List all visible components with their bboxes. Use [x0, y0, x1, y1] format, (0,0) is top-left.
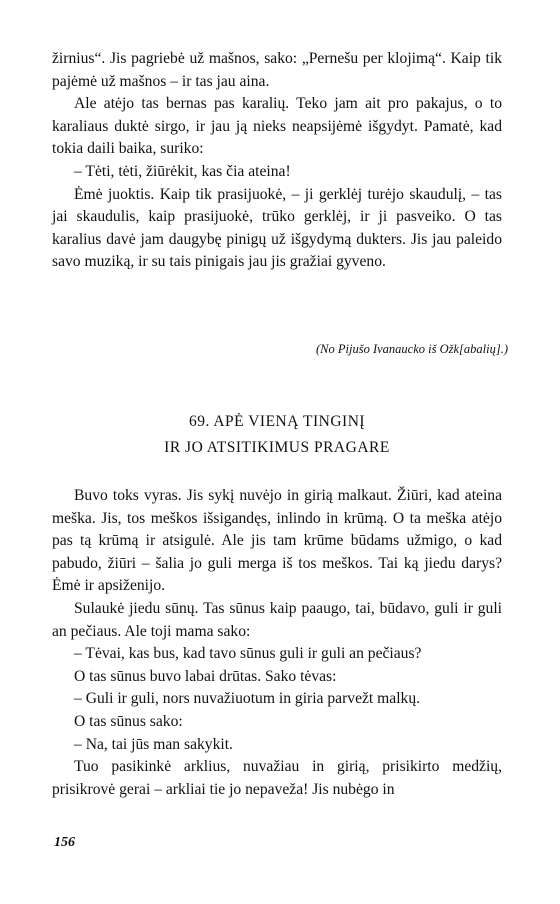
story-body — [52, 485, 502, 801]
paragraph: Tuo pasikinkė arklius, nuvažiau in girią, prisikirto medžių, prisikrovė gerai – arkliai tie jo nepaveža! Jis nubėgo in — [52, 758, 502, 798]
paragraph: – Tėti, tėti, žiūrėkit, kas čia ateina! — [74, 162, 291, 180]
paragraph: O tas sūnus buvo labai drūtas. Sako tėvas: — [74, 667, 337, 685]
paragraph: – Na, tai jūs man sakykit. — [74, 735, 233, 753]
chapter-heading-line-2: IR JO ATSITIKIMUS PRAGARE — [164, 439, 390, 456]
paragraph: Buvo toks vyras. Jis sykį nuvėjo in girią malkaut. Žiūri, kad ateina meška. Jis, tos meškos išsigandęs, inlindo in krūmą. O ta meška atėjo pas tą krūmą ir atsigulė. Ale jis tam krūme būdams užmigo, o kad pabudo, žiūri – šalia jo guli merga iš tos meškos. Tai ką jiedu darys? Ėmė ir apsiženijo. — [52, 487, 502, 595]
source-credit: (No Pijušo Ivanaucko iš Ožk[abalių].) — [316, 342, 508, 356]
paragraph: Ėmė juoktis. Kaip tik prasijuokė, – ji gerklėj turėjo skaudulį, – tas jai skaudulis, kaip prasijuokė, trūko gerklėj, ir ji pasveiko. O tas karalius davė jam daugybę pinigų už išgydymą dukters. Jis jau paleido savo muziką, ir su tais pinigais jau jis gražiai gyveno. — [52, 185, 502, 271]
paragraph: – Guli ir guli, nors nuvažiuotum in giria parvežt malkų. — [74, 690, 421, 708]
chapter-heading-line-1: 69. APĖ VIENĄ TINGINĮ — [188, 413, 366, 430]
paragraph: Ale atėjo tas bernas pas karalių. Teko jam ait pro pakajus, o to karaliaus duktė sirgo, ir jau ją nieks neapsijėmė išgydyt. Pamatė, kad tokia daili baika, suriko: — [52, 95, 502, 158]
story-continuation — [52, 48, 502, 274]
page-number: 156 — [54, 835, 75, 850]
paragraph: žirnius“. Jis pagriebė už mašnos, sako: „Pernešu per klojimą“. Kaip tik pajėmė už mašnos – ir tas jau aina. — [52, 50, 502, 90]
paragraph: – Tėvai, kas bus, kad tavo sūnus guli ir guli an pečiaus? — [74, 645, 422, 663]
paragraph: Sulaukė jiedu sūnų. Tas sūnus kaip paaugo, tai, būdavo, guli ir guli an pečiaus. Ale toji mama sako: — [52, 599, 502, 640]
paragraph: O tas sūnus sako: — [74, 712, 183, 730]
